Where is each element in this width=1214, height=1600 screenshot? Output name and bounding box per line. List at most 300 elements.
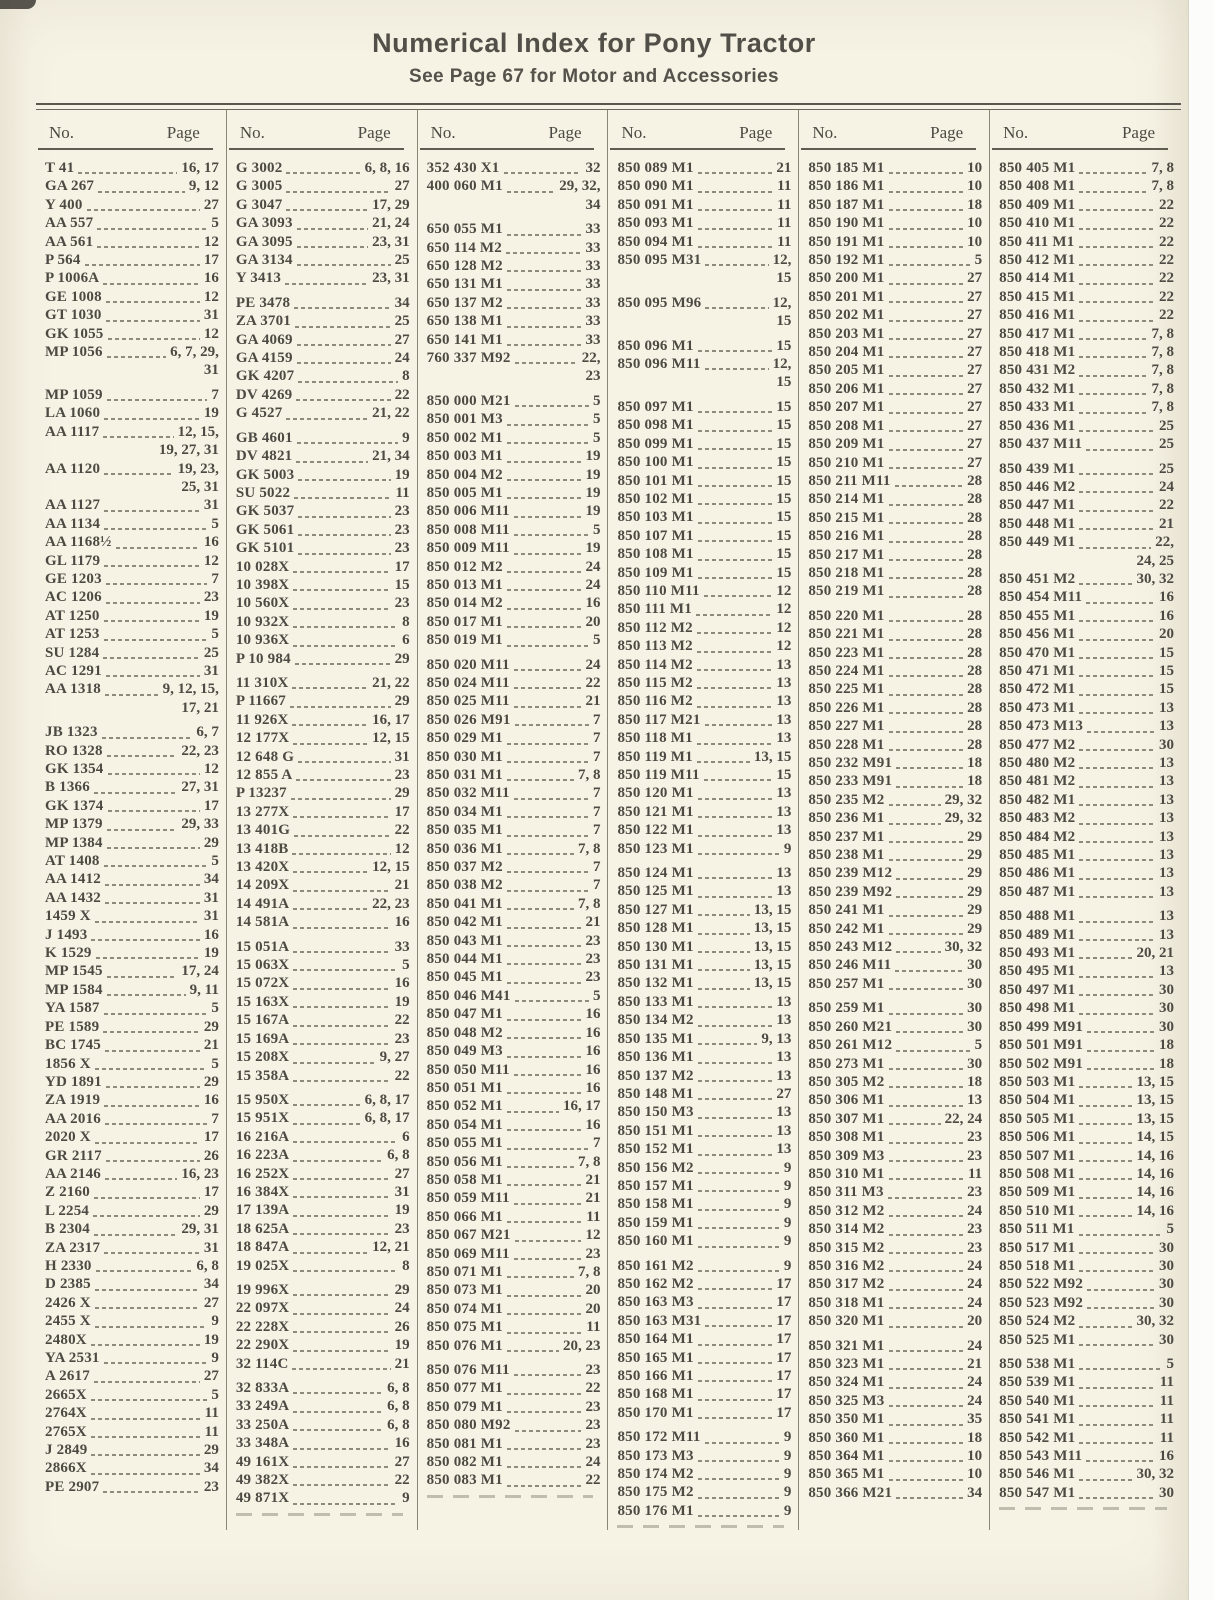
page-ref: 29, 32: [944, 791, 983, 808]
part-number: 850 436 M1: [999, 417, 1076, 434]
index-column-5: [799, 110, 990, 1530]
part-number: 850 003 M1: [426, 448, 503, 465]
page-ref: 22: [1158, 307, 1174, 324]
page-ref: 14, 16: [1136, 1202, 1174, 1219]
dotted-leader: [896, 767, 963, 769]
page-ref: 19: [585, 466, 601, 483]
dotted-leader: [293, 988, 390, 990]
index-row: [799, 582, 989, 600]
dotted-leader: [104, 510, 200, 512]
part-number: 850 164 M1: [617, 1331, 694, 1348]
part-number: ZA 3701: [235, 313, 291, 330]
page-ref: 27: [967, 399, 983, 416]
part-number: 850 522 M92: [999, 1276, 1084, 1293]
column-header-no: No.: [239, 123, 265, 142]
dotted-leader: [889, 1013, 964, 1015]
part-number: 850 077 M1: [426, 1380, 503, 1397]
part-number: 850 054 M1: [426, 1116, 503, 1133]
page-ref: 13: [1158, 810, 1174, 827]
page-ref: 10: [967, 1448, 983, 1465]
dotted-leader: [293, 1160, 383, 1162]
part-number: 850 049 M3: [426, 1043, 503, 1060]
page-ref: 7, 8: [577, 840, 601, 857]
page-ref: 23: [967, 1239, 983, 1256]
dotted-leader: [698, 1246, 780, 1248]
index-row: [608, 1502, 798, 1520]
index-row: [36, 607, 226, 625]
page-ref: 29, 31: [181, 1221, 219, 1238]
part-number: 850 002 M1: [426, 429, 503, 446]
part-number: 15 163X: [235, 993, 290, 1010]
page-ref: 15: [776, 435, 792, 452]
dotted-leader: [1079, 1197, 1132, 1199]
dotted-leader: [889, 1326, 964, 1328]
part-number: ZA 1919: [45, 1092, 101, 1109]
page-ref-continuation: 17, 21: [181, 699, 219, 716]
index-row: [799, 233, 989, 251]
page-ref-continuation: 15: [776, 374, 792, 391]
part-number: 17 139A: [235, 1202, 290, 1219]
part-number: 850 038 M2: [426, 877, 503, 894]
part-number: 14 581A: [235, 914, 290, 931]
index-row: [608, 974, 798, 992]
dotted-leader: [507, 289, 582, 291]
index-row: [36, 625, 226, 643]
index-row: [799, 380, 989, 398]
page-ref: 23: [585, 1245, 601, 1262]
page-ref: 11: [204, 1423, 219, 1440]
dotted-leader: [297, 246, 369, 248]
page-ref: 7, 8: [577, 767, 601, 783]
dotted-leader: [698, 1117, 773, 1119]
part-number: 12 855 A: [235, 767, 293, 783]
index-row: [36, 662, 226, 680]
dotted-leader: [1079, 209, 1155, 211]
page-ref: 10: [967, 178, 983, 195]
dotted-leader: [95, 1326, 208, 1328]
index-row: [990, 435, 1181, 453]
index-row: [608, 1195, 798, 1213]
part-number: AA 1412: [45, 871, 101, 888]
part-number: 1459 X: [45, 908, 91, 925]
page-ref: 22, 24: [944, 1110, 983, 1127]
dotted-leader: [889, 1270, 964, 1272]
part-number: RO 1328: [45, 742, 103, 759]
part-number: 850 055 M1: [426, 1135, 503, 1152]
page-ref: 9: [211, 1350, 219, 1366]
page-ref: 13: [1158, 847, 1174, 864]
part-number: 850 093 M1: [617, 215, 694, 232]
dotted-leader: [1079, 1424, 1155, 1426]
page-ref: 6, 8: [196, 1257, 219, 1274]
page-ref: 12: [203, 233, 219, 250]
index-row: [227, 1453, 417, 1471]
dotted-leader: [107, 755, 178, 757]
index-row: [990, 515, 1181, 533]
part-number: 15 051A: [235, 938, 290, 955]
part-number: 850 117 M21: [617, 711, 701, 728]
part-number: 850 125 M1: [617, 883, 694, 900]
part-number: 32 114C: [235, 1355, 289, 1372]
dotted-leader: [108, 773, 200, 775]
index-row: [36, 288, 226, 306]
part-number: 850 316 M2: [808, 1257, 885, 1274]
page-ref: 7, 8: [577, 1153, 601, 1170]
index-row: [799, 1392, 989, 1410]
part-number: 850 471 M1: [999, 662, 1076, 679]
part-number: 850 507 M1: [999, 1147, 1076, 1164]
dotted-leader: [297, 344, 391, 346]
index-row: [990, 1110, 1181, 1128]
part-number: 850 273 M1: [808, 1055, 885, 1072]
dotted-leader: [889, 1234, 964, 1236]
part-number: 850 119 M11: [617, 767, 700, 783]
dotted-leader: [698, 1043, 758, 1045]
page-ref: 19: [203, 945, 219, 962]
page-ref: 12: [776, 601, 792, 618]
column-header: [418, 120, 608, 146]
index-row: [990, 962, 1181, 980]
page-ref: 23: [585, 969, 601, 986]
part-number: 13 401G: [235, 822, 291, 839]
part-number: 850 209 M1: [808, 436, 885, 453]
index-row: [990, 717, 1181, 735]
page-ref: 27: [394, 1165, 410, 1182]
page-ref: 19: [203, 405, 219, 422]
dotted-leader: [507, 1295, 582, 1297]
page-ref: 23: [394, 503, 410, 520]
index-row: [990, 233, 1181, 251]
part-number: 850 172 M11: [617, 1429, 701, 1446]
part-number: 15 072X: [235, 975, 290, 992]
part-number: AA 1134: [45, 515, 101, 532]
page-ref: 30, 32: [944, 939, 983, 956]
page-ref: 35: [967, 1411, 983, 1428]
part-number: AA 2016: [45, 1110, 101, 1127]
part-number: 850 493 M1: [999, 945, 1076, 962]
part-number: 850 066 M1: [426, 1208, 503, 1225]
dotted-leader: [293, 1215, 390, 1217]
dotted-leader: [1079, 639, 1155, 641]
index-row: [608, 398, 798, 416]
dotted-leader: [896, 1050, 970, 1052]
page-ref: 15: [776, 472, 792, 489]
index-row: [36, 852, 226, 870]
page-ref: 29: [203, 1202, 219, 1219]
dotted-leader: [698, 798, 773, 800]
dotted-leader: [1079, 301, 1155, 303]
index-row: [799, 1484, 989, 1502]
dotted-leader: [293, 1141, 398, 1143]
page-ref: 24: [585, 656, 601, 673]
page-ref: 29: [394, 650, 410, 667]
index-row: [608, 748, 798, 766]
page-ref: 16, 17: [372, 711, 410, 728]
dotted-leader: [1079, 957, 1132, 959]
dotted-leader: [293, 927, 390, 929]
part-number: 850 095 M96: [617, 294, 702, 311]
dotted-leader: [108, 338, 200, 340]
page-ref: 13, 15: [753, 748, 792, 765]
index-row: [990, 680, 1181, 698]
index-row: [36, 907, 226, 925]
part-number: 850 525 M1: [999, 1331, 1076, 1348]
dotted-leader: [1087, 731, 1155, 733]
page-ref: 11: [204, 1405, 219, 1422]
index-row: [227, 1067, 417, 1085]
part-number: P 1006A: [45, 270, 100, 287]
dotted-leader: [889, 559, 964, 561]
dotted-leader: [889, 1105, 964, 1107]
page-ref: 9: [783, 1257, 792, 1274]
page-ref: 33: [585, 331, 601, 348]
page-ref: 13, 15: [753, 975, 792, 992]
page-ref: 30: [1158, 1018, 1174, 1035]
dotted-leader: [507, 1313, 582, 1315]
index-row: [227, 576, 417, 594]
page-ref: 22: [1158, 233, 1174, 250]
page-ref: 15: [1158, 681, 1174, 698]
dotted-leader: [507, 1448, 582, 1450]
page-ref: 23: [394, 595, 410, 612]
part-number: PE 3478: [235, 294, 291, 311]
index-row: [799, 1337, 989, 1355]
part-number: 1856 X: [45, 1055, 91, 1072]
index-row: [227, 729, 417, 747]
part-number: P 11667: [235, 693, 286, 710]
dotted-leader: [1079, 823, 1155, 825]
dotted-leader: [106, 301, 200, 303]
index-row: [990, 325, 1181, 343]
page-ref: 27: [394, 1453, 410, 1470]
part-number: 850 223 M1: [808, 644, 885, 661]
part-number: LA 1060: [45, 405, 101, 422]
index-row: [799, 680, 989, 698]
page-ref: 19: [203, 1331, 219, 1348]
part-number: 850 017 M1: [426, 613, 503, 630]
part-number: 850 203 M1: [808, 325, 885, 342]
index-row: [36, 723, 226, 741]
page-ref: 31: [203, 908, 219, 925]
index-row: [608, 545, 798, 563]
part-number: 850 001 M3: [426, 411, 503, 428]
dotted-leader: [298, 761, 391, 763]
index-row: [418, 932, 608, 950]
dotted-leader: [104, 1252, 200, 1254]
index-row: [990, 570, 1181, 588]
dotted-leader: [286, 172, 360, 174]
index-row: [227, 821, 417, 839]
page-ref: 29, 32: [944, 810, 983, 827]
page-ref: 10: [967, 160, 983, 176]
page-ref: 16: [585, 595, 601, 612]
index-row: [990, 625, 1181, 643]
index-row: [799, 1165, 989, 1183]
index-row: [608, 214, 798, 232]
part-number: 850 217 M1: [808, 546, 885, 563]
index-row: [418, 821, 608, 839]
dotted-leader: [78, 172, 177, 174]
part-number: 850 236 M1: [808, 810, 885, 827]
part-number: 850 052 M1: [426, 1098, 503, 1115]
index-row: [608, 1011, 798, 1029]
part-number: A 2617: [45, 1368, 90, 1385]
page-ref: 13: [776, 656, 792, 673]
page-ref: 27: [967, 436, 983, 453]
index-row: [608, 882, 798, 900]
index-row: [36, 496, 226, 514]
index-row: [799, 417, 989, 435]
part-number: 352 430 X1: [426, 160, 500, 176]
page-ref: 25: [394, 252, 410, 269]
dotted-leader: [896, 1031, 963, 1033]
column-header: [227, 120, 417, 146]
part-number: 850 305 M2: [808, 1073, 885, 1090]
page-ref: 17: [203, 252, 219, 269]
page-ref: 13: [776, 730, 792, 747]
dotted-leader: [293, 871, 368, 873]
part-number: 850 059 M11: [426, 1190, 510, 1207]
dotted-leader: [698, 1288, 773, 1290]
part-number: 850 101 M1: [617, 472, 694, 489]
page-ref: 22,: [1155, 534, 1174, 551]
index-row: [990, 772, 1181, 790]
dotted-leader: [697, 687, 773, 689]
page-ref: 27: [967, 344, 983, 361]
part-number: 850 207 M1: [808, 399, 885, 416]
index-row: [36, 981, 226, 999]
dotted-leader: [889, 620, 964, 622]
part-number: 850 097 M1: [617, 398, 694, 415]
column-header-page: Page: [1121, 123, 1155, 142]
dotted-leader: [896, 896, 963, 898]
part-number: GA 4159: [235, 350, 293, 367]
page-ref: 24: [585, 576, 601, 593]
dotted-leader: [704, 595, 773, 597]
page-ref: 26: [203, 1147, 219, 1164]
index-row: [227, 214, 417, 232]
dotted-leader: [87, 209, 200, 211]
dotted-leader: [705, 368, 769, 370]
page-ref: 22: [585, 674, 601, 691]
dotted-leader: [297, 264, 391, 266]
index-row: [990, 1392, 1181, 1410]
index-row: [990, 496, 1181, 514]
page-ref: 28: [967, 736, 983, 753]
index-row: [36, 1128, 226, 1146]
part-number: 850 477 M2: [999, 736, 1076, 753]
dotted-leader: [889, 522, 964, 524]
part-number: J 1493: [45, 926, 88, 943]
index-row: [227, 674, 417, 692]
page-ref: 13: [776, 822, 792, 839]
part-number: 850 325 M3: [808, 1392, 885, 1409]
part-number: YD 1891: [45, 1073, 102, 1090]
dotted-leader: [1087, 1289, 1155, 1291]
dotted-leader: [1079, 1442, 1155, 1444]
part-number: 850 051 M1: [426, 1079, 503, 1096]
dotted-leader: [889, 375, 964, 377]
index-row: [227, 840, 417, 858]
dotted-leader: [507, 571, 582, 573]
dotted-leader: [298, 479, 390, 481]
part-number: 22 290X: [235, 1337, 290, 1354]
dotted-leader: [889, 657, 964, 659]
page-ref: 13, 15: [1136, 1092, 1174, 1109]
part-number: GT 1030: [45, 307, 102, 324]
page-ref: 16: [585, 1006, 601, 1023]
dotted-leader: [1079, 694, 1155, 696]
index-row: [418, 1361, 608, 1379]
page-ref: 12: [776, 619, 792, 636]
part-number: 22 228X: [235, 1318, 290, 1335]
part-number: 850 487 M1: [999, 883, 1076, 900]
index-row: [418, 748, 608, 766]
page-ref: 7, 8: [1151, 344, 1174, 361]
dotted-leader: [1079, 172, 1147, 174]
page-ref: 24: [967, 1392, 983, 1409]
page-ref: 6: [402, 632, 410, 649]
part-number: 850 439 M1: [999, 460, 1076, 477]
dotted-leader: [293, 1313, 390, 1315]
index-row: [36, 251, 226, 269]
page-ref: 22: [394, 1067, 410, 1084]
part-number: 850 311 M3: [808, 1184, 884, 1201]
dotted-leader: [1079, 841, 1155, 843]
part-number: 850 076 M1: [426, 1337, 503, 1354]
page-ref: 5: [1166, 1356, 1174, 1372]
part-number: GB 4601: [235, 429, 293, 446]
index-row: [36, 306, 226, 324]
page-ref: 23: [585, 932, 601, 949]
index-row: [418, 429, 608, 447]
page-ref: 30: [1158, 1331, 1174, 1348]
dotted-leader: [507, 1037, 582, 1039]
part-number: 850 013 M1: [426, 576, 503, 593]
page-ref: 13: [776, 1067, 792, 1084]
index-row: [227, 1146, 417, 1164]
dotted-leader: [298, 534, 390, 536]
index-row: [608, 1214, 798, 1232]
index-row: [799, 214, 989, 232]
page-ref: 19, 23,: [177, 460, 219, 477]
part-number: DV 4269: [235, 386, 293, 403]
page-ref: 17: [203, 1184, 219, 1201]
part-number: 13 277X: [235, 803, 290, 820]
index-row: [990, 1373, 1181, 1391]
part-number: 850 540 M1: [999, 1392, 1076, 1409]
page-ref: 23: [203, 1478, 219, 1495]
page-ref: 16: [585, 1061, 601, 1078]
index-row: [227, 1030, 417, 1048]
index-row: [36, 404, 226, 422]
dotted-leader: [697, 669, 773, 671]
part-number: 850 158 M1: [617, 1196, 694, 1213]
page-ref: 9: [402, 1490, 410, 1507]
part-number: 33 250A: [235, 1416, 290, 1433]
part-number: 850 176 M1: [617, 1502, 694, 1519]
page-ref: 13: [776, 1122, 792, 1139]
page-ref: 5: [592, 987, 601, 1004]
dotted-leader: [1079, 1497, 1155, 1499]
page-ref: 5: [211, 1386, 219, 1403]
part-number: GA 3134: [235, 252, 293, 269]
part-number: 850 111 M1: [617, 601, 692, 618]
part-number: 850 433 M1: [999, 399, 1076, 416]
page-ref: 5: [211, 515, 219, 532]
index-row: [418, 1171, 608, 1189]
dotted-leader: [1079, 1013, 1155, 1015]
